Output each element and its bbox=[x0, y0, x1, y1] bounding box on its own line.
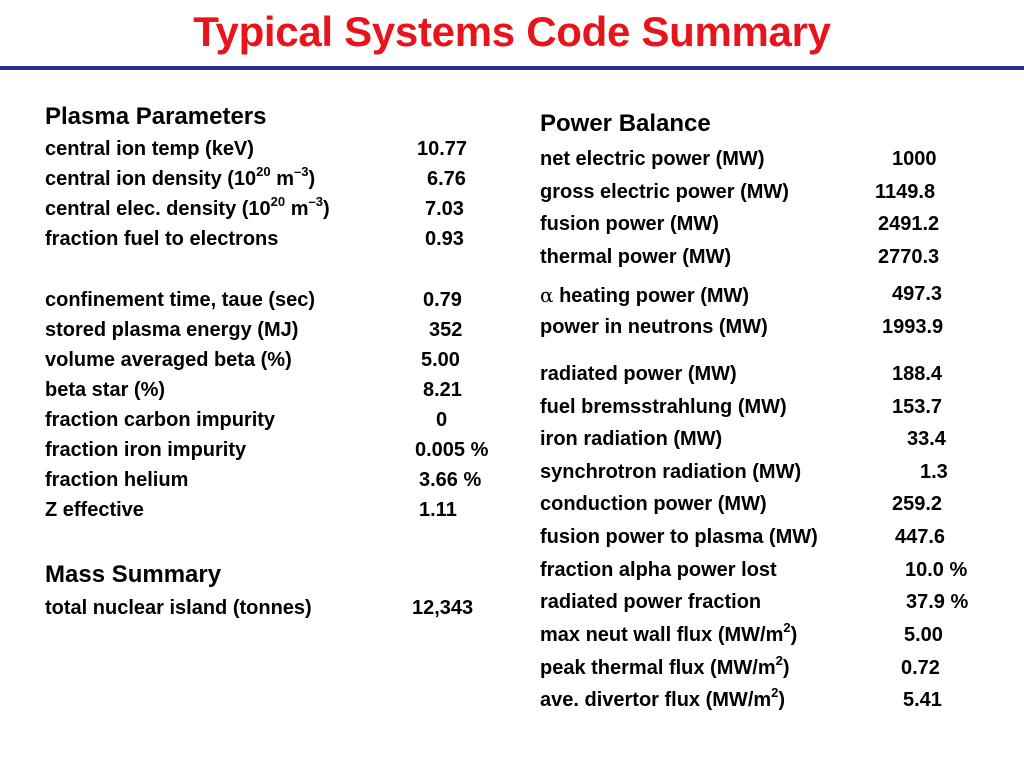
row-label: gross electric power (MW) bbox=[540, 181, 789, 203]
row-value: 1.3 bbox=[920, 461, 948, 483]
plasma-parameters-heading: Plasma Parameters bbox=[45, 103, 267, 130]
row-value: 12,343 bbox=[412, 597, 474, 619]
row-value: 1.11 bbox=[419, 499, 457, 521]
row-value: 7.03 bbox=[425, 198, 464, 220]
row-value: 0.72 bbox=[901, 657, 940, 679]
row-label: net electric power (MW) bbox=[540, 148, 765, 170]
row-value: 0.79 bbox=[423, 289, 462, 311]
row-value: 33.4 bbox=[907, 428, 946, 450]
row-label: fusion power to plasma (MW) bbox=[540, 526, 818, 548]
row-value: 5.00 bbox=[904, 624, 943, 646]
row-value: 8.21 bbox=[423, 379, 462, 401]
row-label: fraction alpha power lost bbox=[540, 559, 777, 581]
row-label: central elec. density ($10^{20}$ $m^{-3}$) bbox=[45, 194, 330, 220]
row-value: 259.2 bbox=[892, 493, 943, 515]
row-label: confinement time, taue (sec) bbox=[45, 289, 316, 311]
row-value: 2491.2 bbox=[878, 213, 940, 235]
row-value: 10.0 % bbox=[905, 559, 968, 581]
power-balance-heading: Power Balance bbox=[540, 110, 711, 137]
row-label: central ion temp (keV) bbox=[45, 138, 254, 160]
row-label: stored plasma energy (MJ) bbox=[45, 319, 299, 341]
row-value: 37.9 % bbox=[906, 591, 969, 613]
row-label: synchrotron radiation (MW) bbox=[540, 461, 802, 483]
mass-summary-heading: Mass Summary bbox=[45, 561, 222, 588]
row-label: beta star (%) bbox=[45, 379, 166, 401]
row-label: Z effective bbox=[45, 499, 144, 521]
alpha-symbol: α bbox=[540, 283, 554, 307]
row-label: thermal power (MW) bbox=[540, 246, 732, 268]
row-label: iron radiation (MW) bbox=[540, 428, 723, 450]
row-value: 0.005 % bbox=[415, 439, 489, 461]
row-value: 5.00 bbox=[421, 349, 460, 371]
row-value: 1000 bbox=[892, 148, 937, 170]
row-label: peak thermal flux $(MW/m^2)$ bbox=[540, 653, 790, 679]
row-label: power in neutrons (MW) bbox=[540, 316, 768, 338]
row-label: fraction helium bbox=[45, 469, 189, 491]
row-label: ave. divertor flux $(MW/m^2)$ bbox=[540, 685, 786, 711]
row-label: α heating power (MW) bbox=[540, 283, 750, 307]
row-value: 447.6 bbox=[895, 526, 946, 548]
row-label: central ion density ($10^{20}$ $m^{-3}$) bbox=[45, 164, 316, 190]
row-label: radiated power (MW) bbox=[540, 363, 737, 385]
slide-title: Typical Systems Code Summary bbox=[193, 8, 831, 55]
row-label: radiated power fraction bbox=[540, 591, 762, 613]
row-value: 1993.9 bbox=[882, 316, 944, 338]
row-label: max neut wall flux $(MW/m^2)$ bbox=[540, 620, 798, 646]
row-value: 0.93 bbox=[425, 228, 464, 250]
row-label: fraction carbon impurity bbox=[45, 409, 276, 431]
row-value: 1149.8 bbox=[875, 181, 936, 203]
row-label: conduction power (MW) bbox=[540, 493, 767, 515]
row-value: 5.41 bbox=[903, 689, 942, 711]
row-label: fusion power (MW) bbox=[540, 213, 719, 235]
row-label: fraction fuel to electrons bbox=[45, 228, 279, 250]
row-value: 188.4 bbox=[892, 363, 943, 385]
row-label: total nuclear island (tonnes) bbox=[45, 597, 312, 619]
row-label: volume averaged beta (%) bbox=[45, 349, 292, 371]
row-value: 3.66 % bbox=[419, 469, 482, 491]
title-divider bbox=[0, 66, 1024, 70]
row-label: fraction iron impurity bbox=[45, 439, 247, 461]
row-value: 0 bbox=[436, 409, 448, 431]
row-value: 10.77 bbox=[417, 138, 468, 160]
row-label: fuel bremsstrahlung (MW) bbox=[540, 396, 787, 418]
row-value: 153.7 bbox=[892, 396, 943, 418]
row-value: 352 bbox=[429, 319, 463, 341]
row-value: 2770.3 bbox=[878, 246, 940, 268]
row-value: 497.3 bbox=[892, 283, 943, 305]
row-value: 6.76 bbox=[427, 168, 466, 190]
